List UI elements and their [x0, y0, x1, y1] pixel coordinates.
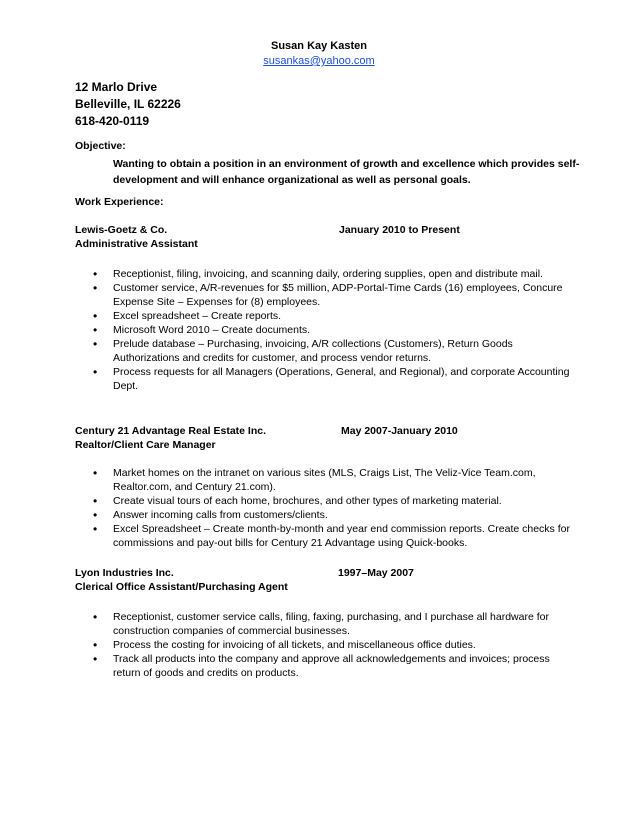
job-2-company: Century 21 Advantage Real Estate Inc.	[75, 425, 267, 437]
job-2-bullet-list	[93, 466, 573, 550]
job-1-title: Administrative Assistant	[75, 238, 198, 250]
job-2-bullet: • Answer incoming calls from customers/clients.	[93, 508, 573, 522]
job-1-bullet: • Receptionist, filing, invoicing, and scanning daily, ordering supplies, open and distribute mail.	[93, 267, 573, 281]
job-2-bullet: • Create visual tours of each home, brochures, and other types of marketing material.	[93, 494, 573, 508]
job-1-bullet: • Process requests for all Managers (Operations, General, and Regional), and corporate Accounting Dept.	[93, 365, 573, 393]
email-line	[0, 55, 638, 67]
job-3-dates: 1997–May 2007	[338, 567, 414, 579]
job-1-bullet: • Microsoft Word 2010 – Create documents.	[93, 323, 573, 337]
job-1-bullet: • Customer service, A/R-revenues for $5 million, ADP-Portal-Time Cards (16) employees, Concure Expense Site – Expenses for (8) employees.	[93, 281, 573, 309]
job-3-company: Lyon Industries Inc.	[75, 567, 174, 579]
job-3-title: Clerical Office Assistant/Purchasing Agent	[75, 581, 288, 593]
job-1-bullet: • Excel spreadsheet – Create reports.	[93, 309, 573, 323]
address-line-2: Belleville, IL 62226	[75, 97, 181, 111]
phone-number: 618-420-0119	[75, 114, 150, 128]
job-1-bullet-list	[93, 267, 573, 393]
job-3-bullet-list	[93, 610, 573, 680]
job-3-bullet: • Receptionist, customer service calls, filing, faxing, purchasing, and I purchase all hardware for construction companies of commercial businesses.	[93, 610, 573, 638]
objective-text: Wanting to obtain a position in an environment of growth and excellence which provides self-development and will enhance organizational as well as personal goals.	[113, 158, 580, 186]
job-1-company: Lewis-Goetz & Co.	[75, 224, 168, 236]
job-1-dates: January 2010 to Present	[339, 224, 460, 236]
objective-label: Objective:	[75, 140, 126, 152]
job-3-bullet: • Process the costing for invoicing of all tickets, and miscellaneous office duties.	[93, 638, 573, 652]
job-1-bullet: • Prelude database – Purchasing, invoicing, A/R collections (Customers), Return Goods Authorizations and credits for customer, and process vendor returns.	[93, 337, 573, 365]
job-2-title: Realtor/Client Care Manager	[75, 439, 216, 451]
work-experience-label: Work Experience:	[75, 196, 164, 208]
job-3-bullet: • Track all products into the company and approve all acknowledgements and invoices; process return of goods and credits on products.	[93, 652, 573, 680]
email-link[interactable]: susankas@yahoo.com	[263, 55, 375, 67]
applicant-name: Susan Kay Kasten	[271, 40, 367, 52]
job-2-bullet: • Excel Spreadsheet – Create month-by-month and year end commission reports. Create checks for commissions and pay-out bills for Century 21 Advantage using Quick-books.	[93, 522, 573, 550]
job-2-dates: May 2007-January 2010	[341, 425, 458, 437]
address-line-1: 12 Marlo Drive	[75, 80, 158, 94]
job-2-bullet: • Market homes on the intranet on various sites (MLS, Craigs List, The Veliz-Vice Team.com, Realtor.com, and Century 21.com).	[93, 466, 573, 494]
